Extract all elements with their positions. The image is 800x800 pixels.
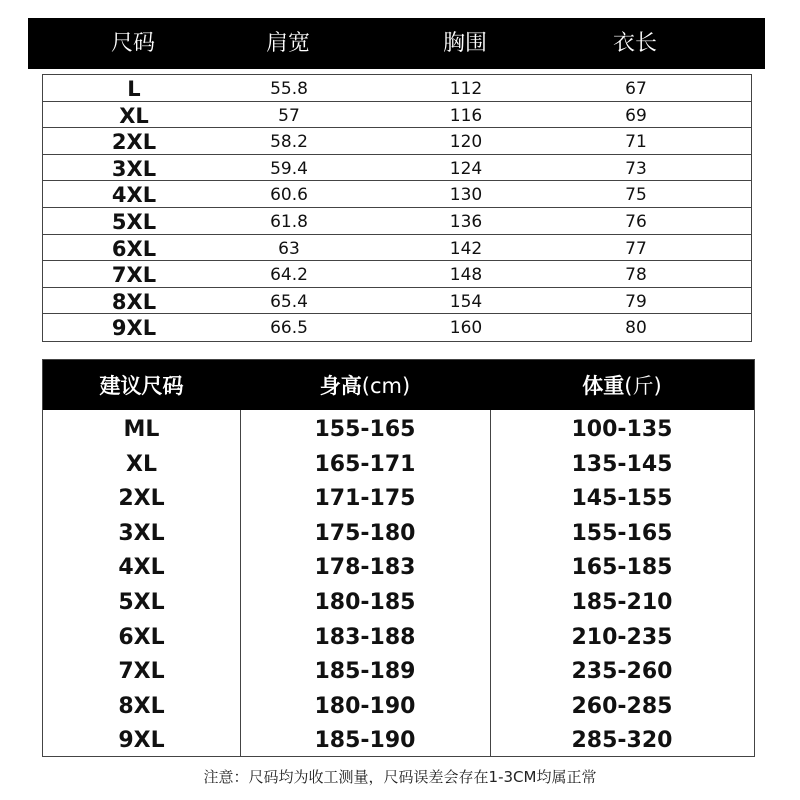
header-shoulder-width: 肩宽	[265, 31, 310, 56]
cell-shoulder-width: 64.2	[270, 265, 308, 286]
header-length: 衣长	[612, 31, 657, 56]
cell-size: XL	[119, 103, 149, 128]
cell-recommended-size: 6XL	[118, 624, 165, 650]
cell-size: L	[127, 77, 141, 101]
cell-height-range: 165-171	[314, 451, 416, 477]
cell-height-range: 175-180	[314, 520, 416, 546]
table-row	[43, 688, 754, 723]
cell-size: 2XL	[111, 130, 157, 155]
cell-weight-range: 185-210	[571, 590, 673, 615]
cell-height-range: 178-183	[314, 555, 416, 581]
cell-shoulder-width: 66.5	[270, 318, 308, 339]
cell-height-range: 185-190	[314, 728, 416, 754]
table-row	[43, 75, 751, 102]
cell-weight-range: 285-320	[571, 728, 673, 754]
cell-length: 71	[625, 132, 647, 153]
table-row	[43, 314, 751, 341]
table-row	[43, 261, 751, 288]
cell-size: 4XL	[111, 183, 157, 208]
header-weight	[490, 360, 754, 410]
cell-chest: 130	[449, 185, 483, 206]
cell-weight-range: 155-165	[571, 520, 673, 546]
cell-recommended-size: 2XL	[118, 486, 165, 512]
cell-height-range: 171-175	[314, 486, 416, 512]
header-height-label: 身高	[319, 374, 362, 398]
cell-height-range: 180-185	[314, 590, 416, 615]
cell-length: 76	[625, 212, 647, 232]
cell-shoulder-width: 65.4	[270, 291, 308, 312]
header-weight-unit: (斤)	[624, 374, 662, 398]
cell-chest: 120	[449, 132, 483, 153]
cell-length: 69	[625, 105, 647, 126]
cell-weight-range: 210-235	[571, 624, 673, 650]
cell-length: 78	[625, 265, 647, 286]
cell-shoulder-width: 59.4	[270, 158, 308, 179]
table-row	[43, 446, 754, 481]
cell-weight-range: 100-135	[571, 417, 673, 442]
cell-height-range: 183-188	[314, 624, 416, 650]
cell-chest: 160	[449, 318, 483, 339]
cell-height-range: 180-190	[314, 693, 416, 719]
cell-recommended-size: 7XL	[118, 659, 165, 685]
cell-chest: 142	[449, 238, 483, 259]
cell-weight-range: 165-185	[571, 555, 673, 581]
cell-size: 7XL	[111, 263, 157, 288]
cell-shoulder-width: 60.6	[270, 185, 308, 206]
cell-length: 77	[625, 238, 647, 259]
cell-chest: 148	[449, 265, 483, 286]
table-row	[43, 155, 751, 182]
header-weight-label: 体重	[582, 374, 625, 398]
cell-length: 75	[625, 185, 647, 206]
cell-weight-range: 135-145	[571, 451, 673, 477]
header-recommended-size	[43, 360, 240, 410]
table-row	[43, 549, 754, 584]
cell-length: 67	[625, 79, 647, 99]
cell-shoulder-width: 61.8	[270, 212, 308, 232]
cell-length: 73	[625, 158, 647, 179]
table-row	[43, 722, 754, 757]
header-height-unit: (cm)	[361, 374, 411, 398]
table-row	[43, 515, 754, 550]
header-chest: 胸围	[442, 31, 487, 56]
cell-chest: 124	[449, 158, 483, 179]
table-row	[43, 653, 754, 688]
cell-weight-range: 235-260	[571, 659, 673, 685]
size-chart-body	[42, 74, 752, 342]
cell-recommended-size: ML	[123, 417, 160, 442]
cell-weight-range: 145-155	[571, 486, 673, 512]
table-row	[43, 128, 751, 155]
cell-height-range: 155-165	[314, 417, 416, 442]
cell-size: 8XL	[111, 289, 157, 314]
size-chart-header	[28, 18, 765, 69]
cell-size: 3XL	[111, 156, 157, 181]
cell-length: 79	[625, 291, 647, 312]
cell-size: 9XL	[111, 316, 157, 341]
table-row	[43, 480, 754, 515]
cell-chest: 112	[449, 79, 483, 99]
table-row	[43, 584, 754, 619]
cell-size: 5XL	[111, 210, 157, 234]
measurement-note: 注意：尺码均为收工测量，尺码误差会存在1-3CM均属正常	[203, 768, 597, 786]
cell-size: 6XL	[111, 236, 157, 261]
cell-chest: 154	[449, 291, 483, 312]
cell-shoulder-width: 57	[278, 105, 300, 126]
table-row	[43, 235, 751, 262]
header-recommended-size-label: 建议尺码	[99, 374, 184, 398]
cell-weight-range: 260-285	[571, 693, 673, 719]
cell-recommended-size: XL	[126, 451, 157, 477]
cell-recommended-size: 9XL	[118, 728, 165, 754]
cell-recommended-size: 3XL	[118, 520, 165, 546]
cell-height-range: 185-189	[314, 659, 416, 685]
table-row	[43, 181, 751, 208]
recommended-size-table	[42, 359, 755, 757]
table-row	[43, 102, 751, 129]
cell-recommended-size: 5XL	[118, 590, 165, 615]
cell-recommended-size: 4XL	[118, 555, 165, 581]
cell-shoulder-width: 63	[278, 238, 300, 259]
cell-chest: 136	[449, 212, 483, 232]
table-row	[43, 288, 751, 315]
cell-length: 80	[625, 318, 647, 339]
table-row	[43, 208, 751, 235]
recommended-size-header	[43, 360, 754, 410]
header-size: 尺码	[110, 31, 155, 56]
table-row	[43, 619, 754, 654]
table-row	[43, 411, 754, 446]
cell-shoulder-width: 58.2	[270, 132, 308, 153]
header-height	[240, 360, 490, 410]
cell-shoulder-width: 55.8	[270, 79, 308, 99]
cell-chest: 116	[449, 105, 483, 126]
cell-recommended-size: 8XL	[118, 693, 165, 719]
